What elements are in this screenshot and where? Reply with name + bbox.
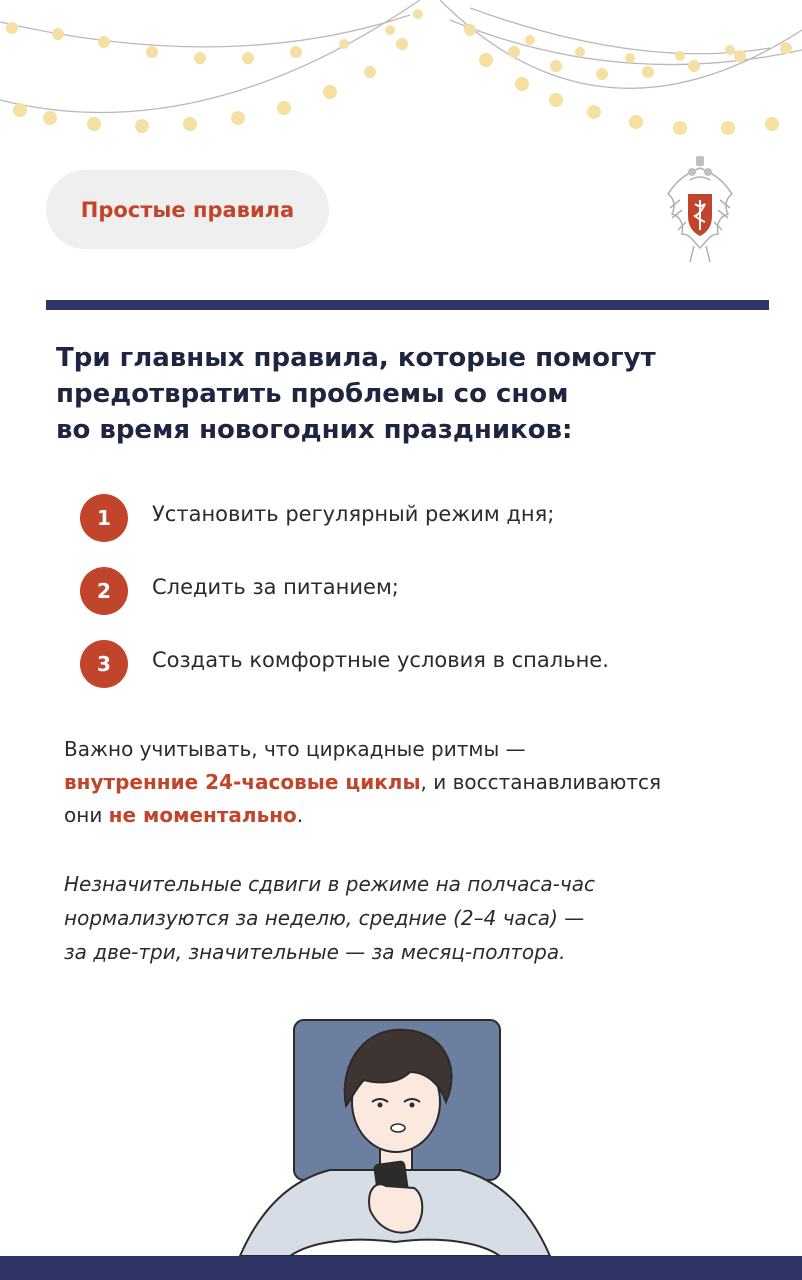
rule-text: Установить регулярный режим дня; bbox=[152, 502, 555, 526]
divider bbox=[46, 300, 769, 310]
heading-line: во время новогодних праздников: bbox=[56, 415, 573, 445]
rule-item bbox=[80, 563, 780, 636]
paragraph-text: , и восстанавливаются bbox=[420, 770, 661, 794]
section-tag-label: Простые правила bbox=[80, 197, 295, 222]
ministry-emblem-icon bbox=[660, 150, 740, 270]
section-tag bbox=[46, 170, 329, 249]
adjustment-note bbox=[64, 867, 764, 969]
page-heading bbox=[56, 340, 756, 448]
rule-item bbox=[80, 490, 780, 563]
paragraph-text: . bbox=[296, 803, 304, 827]
note-line: Незначительные сдвиги в режиме на полчаса-час bbox=[64, 872, 595, 896]
rule-item bbox=[80, 636, 780, 709]
rule-number-badge: 2 bbox=[80, 567, 128, 615]
paragraph-highlight: внутренние 24-часовые циклы bbox=[64, 770, 421, 794]
rule-number-badge: 3 bbox=[80, 640, 128, 688]
sleepless-person-with-phone-illustration bbox=[230, 1010, 560, 1260]
paragraph-text: они bbox=[64, 803, 109, 827]
rule-text: Следить за питанием; bbox=[152, 575, 399, 599]
rule-text: Создать комфортные условия в спальне. bbox=[152, 648, 609, 672]
paragraph-highlight: не моментально bbox=[108, 803, 297, 827]
heading-line: Три главных правила, которые помогут bbox=[56, 343, 656, 373]
rule-number-badge: 1 bbox=[80, 494, 128, 542]
string-lights-icon bbox=[0, 0, 802, 150]
heading-line: предотвратить проблемы со сном bbox=[56, 379, 569, 409]
circadian-paragraph bbox=[64, 733, 764, 832]
paragraph-text: Важно учитывать, что циркадные ритмы — bbox=[64, 737, 526, 761]
footer-bar bbox=[0, 1256, 802, 1280]
note-line: нормализуются за неделю, средние (2–4 часа) — bbox=[64, 906, 585, 930]
note-line: за две-три, значительные — за месяц-полтора. bbox=[64, 940, 566, 964]
rules-list bbox=[80, 490, 780, 709]
